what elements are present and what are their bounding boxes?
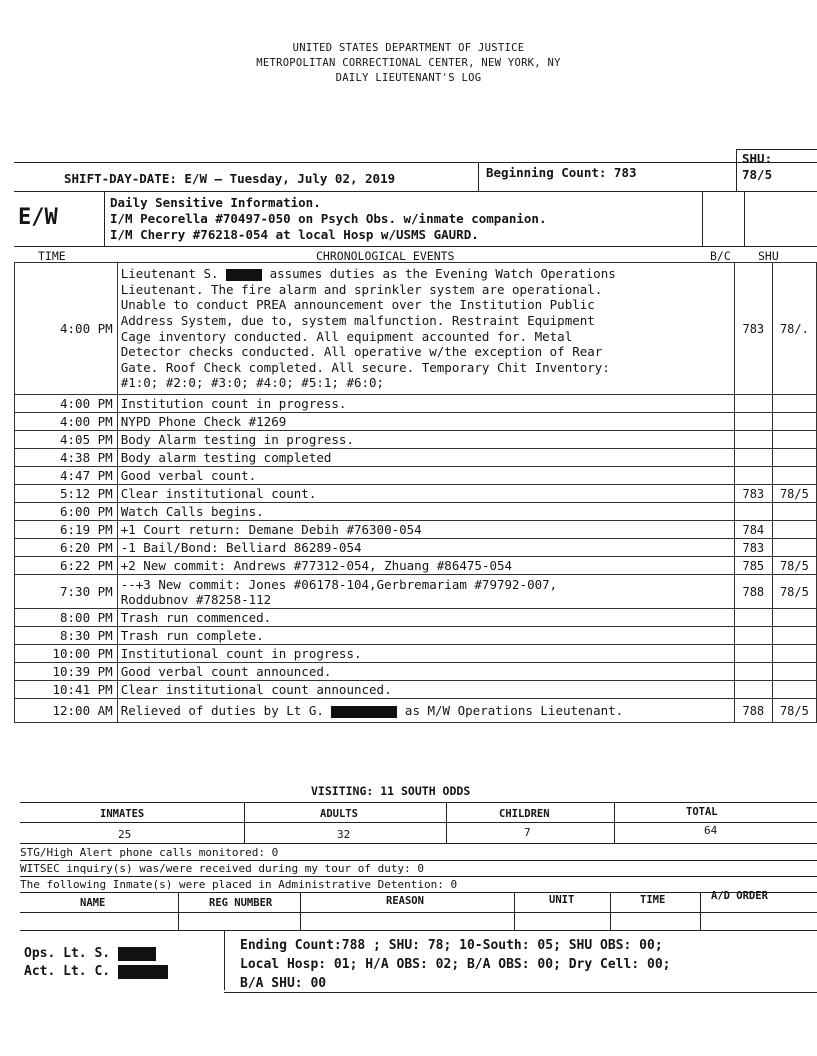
header-facility: METROPOLITAN CORRECTIONAL CENTER, NEW YORK, NY: [256, 57, 561, 69]
entry-text-line: Cage inventory conducted. All equipment accounted for. Metal: [120, 328, 573, 344]
entry-text-line: Gate. Roof Check completed. All secure. Temporary Chit Inventory:: [120, 359, 610, 375]
visiting-header-children: CHILDREN: [499, 808, 550, 820]
redaction-block: [118, 965, 168, 979]
entry-text: [117, 557, 734, 575]
adseg-divider: [700, 892, 701, 930]
visiting-divider: [614, 802, 615, 843]
entry-time: 6:00 PM: [15, 503, 118, 521]
entry-time: 10:00 PM: [15, 645, 118, 663]
signoff-divider: [224, 930, 225, 990]
shift-top-rule: [14, 162, 817, 163]
table-row: [15, 663, 817, 681]
entry-shu: 78/5: [772, 485, 816, 503]
table-row: [15, 521, 817, 539]
sensitive-left-divider: [104, 191, 105, 246]
visiting-value-inmates: 25: [118, 828, 132, 841]
entry-text-line: #1:0; #2:0; #3:0; #4:0; #5:1; #6:0;: [120, 375, 385, 391]
entry-text-line: Unable to conduct PREA announcement over the Institution Public: [120, 297, 595, 313]
entry-time: 4:00 PM: [15, 263, 118, 395]
entry-text: [117, 449, 734, 467]
beginning-count: Beginning Count: 783: [486, 165, 637, 180]
table-row: [15, 575, 817, 609]
entry-bc: [734, 395, 772, 413]
adseg-header-time: TIME: [640, 894, 666, 906]
entry-time: 6:19 PM: [15, 521, 118, 539]
table-row: [15, 557, 817, 575]
ending-summary-1: Ending Count:788 ; SHU: 78; 10-South: 05; SHU OBS: 00;: [240, 938, 663, 953]
entry-time: 5:12 PM: [15, 485, 118, 503]
entry-text-line: -1 Bail/Bond: Belliard 86289-054: [120, 540, 362, 555]
witsec-note: WITSEC inquiry(s) was/were received during my tour of duty: 0: [20, 862, 424, 875]
entry-time: 8:00 PM: [15, 609, 118, 627]
visiting-divider: [244, 802, 245, 843]
table-row: [15, 395, 817, 413]
table-row: [15, 263, 817, 395]
entry-text-line: Institution count in progress.: [120, 396, 347, 411]
entry-shu: [772, 521, 816, 539]
ending-summary-3: B/A SHU: 00: [240, 976, 327, 991]
sensitive-right-divider-2: [744, 191, 745, 246]
shu-label: SHU:: [742, 151, 773, 166]
sensitive-line-1: Daily Sensitive Information.: [110, 195, 321, 210]
adseg-divider: [514, 892, 515, 930]
entry-shu: [772, 681, 816, 699]
entry-shu: [772, 431, 816, 449]
adseg-divider: [610, 892, 611, 930]
entry-shu: 78/5: [772, 699, 816, 723]
table-row: [15, 431, 817, 449]
entry-text-line: Detector checks conducted. All operative w/the exception of Rear: [120, 344, 603, 360]
adseg-header-name: NAME: [80, 897, 106, 909]
entry-text-line: --+3 New commit: Jones #06178-104,Gerbremariam #79792-007,: [120, 576, 558, 592]
visiting-top-rule: [20, 802, 817, 803]
entry-text: [117, 467, 734, 485]
table-row: [15, 503, 817, 521]
entry-bc: [734, 449, 772, 467]
col-header-bc: B/C: [710, 249, 731, 263]
visiting-header-total: TOTAL: [686, 806, 718, 818]
table-row: [15, 485, 817, 503]
entry-time: 6:20 PM: [15, 539, 118, 557]
entry-text-line: Address System, due to, system malfunction. Restraint Equipment: [120, 312, 595, 328]
entry-bc: 783: [734, 485, 772, 503]
entry-shu: [772, 645, 816, 663]
witsec-rule: [20, 876, 817, 877]
stg-rule: [20, 860, 817, 861]
entry-shu: [772, 467, 816, 485]
entry-time: 4:00 PM: [15, 395, 118, 413]
entry-bc: 788: [734, 575, 772, 609]
adseg-header-reg: REG NUMBER: [209, 897, 273, 909]
visiting-divider: [446, 802, 447, 843]
entry-text-line: +1 Court return: Demane Debih #76300-054: [120, 522, 422, 537]
redaction-block: [331, 706, 397, 718]
entry-text-line: Watch Calls begins.: [120, 504, 264, 519]
entry-text: [117, 627, 734, 645]
entry-text: [117, 575, 734, 609]
entry-text: [117, 663, 734, 681]
entry-shu: 78/5: [772, 575, 816, 609]
acting-lieutenant: [24, 964, 168, 979]
entry-text: [117, 521, 734, 539]
entry-text: [117, 539, 734, 557]
visiting-title: VISITING: 11 SOUTH ODDS: [311, 784, 471, 798]
entry-text-part: as M/W Operations Lieutenant.: [397, 703, 624, 718]
entry-time: 4:05 PM: [15, 431, 118, 449]
chronological-events-table: [14, 262, 817, 723]
entry-text-line: Lieutenant. The fire alarm and sprinkler system are operational.: [120, 281, 603, 297]
visiting-mid-rule: [20, 822, 817, 823]
entry-shu: [772, 663, 816, 681]
sensitive-line-2: I/M Pecorella #70497-050 on Psych Obs. w/inmate companion.: [110, 211, 547, 226]
entry-text: [117, 699, 734, 723]
adseg-header-order: A/D ORDER: [711, 890, 768, 902]
entry-bc: 785: [734, 557, 772, 575]
entry-text: [117, 431, 734, 449]
entry-shu: [772, 395, 816, 413]
entry-text-line: Body alarm testing completed: [120, 450, 332, 465]
entry-text-line: Clear institutional count announced.: [120, 682, 392, 697]
redaction-block: [118, 947, 156, 961]
entry-shu: [772, 449, 816, 467]
entry-text-part: assumes duties as the Evening Watch Operations: [262, 266, 616, 282]
redaction-block: [226, 269, 262, 281]
entry-shu: [772, 413, 816, 431]
visiting-header-inmates: INMATES: [100, 808, 145, 820]
header-agency: UNITED STATES DEPARTMENT OF JUSTICE: [292, 42, 525, 54]
adseg-bottom-rule: [20, 930, 817, 931]
header-title: DAILY LIEUTENANT'S LOG: [335, 72, 482, 84]
visiting-value-adults: 32: [337, 828, 351, 841]
sensitive-line-3: I/M Cherry #76218-054 at local Hosp w/USMS GAURD.: [110, 227, 479, 242]
visiting-header-adults: ADULTS: [320, 808, 358, 820]
entry-text-line: Body Alarm testing in progress.: [120, 432, 354, 447]
entry-text: [117, 681, 734, 699]
shu-value: 78/5: [742, 167, 773, 182]
adseg-header-unit: UNIT: [549, 894, 575, 906]
entry-time: 6:22 PM: [15, 557, 118, 575]
entry-time: 4:00 PM: [15, 413, 118, 431]
table-row: [15, 681, 817, 699]
col-header-shu: SHU: [758, 249, 779, 263]
table-row: [15, 467, 817, 485]
entry-time: 10:41 PM: [15, 681, 118, 699]
shift-divider: [478, 162, 479, 191]
ops-lieutenant: [24, 946, 156, 961]
entry-text: [117, 503, 734, 521]
entry-time: 4:38 PM: [15, 449, 118, 467]
table-row: [15, 645, 817, 663]
entry-text-line: Institutional count in progress.: [120, 646, 362, 661]
stg-note: STG/High Alert phone calls monitored: 0: [20, 846, 279, 859]
entry-text: [117, 395, 734, 413]
col-header-time: TIME: [38, 249, 66, 263]
ops-lieutenant-label: Ops. Lt. S.: [24, 946, 111, 961]
col-header-top: [14, 246, 817, 247]
entry-time: 12:00 AM: [15, 699, 118, 723]
ending-summary-2: Local Hosp: 01; H/A OBS: 02; B/A OBS: 00; Dry Cell: 00;: [240, 957, 671, 972]
table-row: [15, 539, 817, 557]
entry-text-line: Roddubnov #78258-112: [120, 591, 272, 607]
entry-shu: [772, 503, 816, 521]
entry-text-line: +2 New commit: Andrews #77312-054, Zhuang #86475-054: [120, 558, 513, 573]
entry-text-line: Clear institutional count.: [120, 486, 317, 501]
entry-text-line: NYPD Phone Check #1269: [120, 414, 287, 429]
shift-day-date: SHIFT-DAY-DATE: E/W – Tuesday, July 02, 2019: [64, 171, 396, 186]
shift-code: E/W: [18, 205, 58, 230]
shift-divider-shu: [736, 149, 737, 191]
entry-text-line: Trash run commenced.: [120, 610, 272, 625]
entry-text: [117, 609, 734, 627]
entry-text: [117, 645, 734, 663]
entry-text: [117, 485, 734, 503]
entry-shu: [772, 609, 816, 627]
entry-bc: [734, 609, 772, 627]
table-row: [15, 627, 817, 645]
adseg-rule: [20, 892, 817, 893]
table-row: [15, 699, 817, 723]
entry-time: 8:30 PM: [15, 627, 118, 645]
visiting-value-children: 7: [524, 826, 531, 839]
entry-text-line: Trash run complete.: [120, 628, 264, 643]
entry-bc: [734, 681, 772, 699]
entry-bc: 784: [734, 521, 772, 539]
entry-bc: [734, 645, 772, 663]
entry-bc: [734, 431, 772, 449]
entry-time: 4:47 PM: [15, 467, 118, 485]
entry-text-part: Relieved of duties by Lt G.: [120, 703, 332, 718]
entry-bc: [734, 413, 772, 431]
entry-text: [117, 413, 734, 431]
signoff-bottom-rule: [224, 992, 817, 993]
entry-bc: [734, 663, 772, 681]
entry-bc: 783: [734, 263, 772, 395]
shift-bottom-rule: [14, 191, 817, 192]
visiting-bottom-rule: [20, 843, 817, 844]
entry-bc: [734, 467, 772, 485]
visiting-value-total: 64: [704, 824, 718, 837]
entry-shu: 78/.: [772, 263, 816, 395]
entry-shu: [772, 539, 816, 557]
entry-shu: 78/5: [772, 557, 816, 575]
table-row: [15, 609, 817, 627]
adseg-divider: [300, 892, 301, 930]
adseg-divider: [178, 892, 179, 930]
log-body: [15, 395, 817, 699]
entry-text-line: Good verbal count.: [120, 468, 257, 483]
entry-bc: 783: [734, 539, 772, 557]
acting-lieutenant-label: Act. Lt. C.: [24, 964, 111, 979]
entry-time: 10:39 PM: [15, 663, 118, 681]
entry-time: 7:30 PM: [15, 575, 118, 609]
adseg-header-reason: REASON: [386, 895, 424, 907]
entry-shu: [772, 627, 816, 645]
table-row: [15, 413, 817, 431]
adseg-note: The following Inmate(s) were placed in Administrative Detention: 0: [20, 878, 458, 891]
adseg-header-rule: [20, 912, 817, 913]
entry-text: [117, 263, 734, 395]
table-row: [15, 449, 817, 467]
shift-shu-top: [736, 149, 817, 150]
entry-bc: [734, 503, 772, 521]
sensitive-right-divider: [702, 191, 703, 246]
entry-bc: 788: [734, 699, 772, 723]
col-header-events: CHRONOLOGICAL EVENTS: [316, 249, 455, 263]
entry-text-part: Lieutenant S.: [120, 266, 227, 282]
entry-text-line: Good verbal count announced.: [120, 664, 332, 679]
entry-bc: [734, 627, 772, 645]
